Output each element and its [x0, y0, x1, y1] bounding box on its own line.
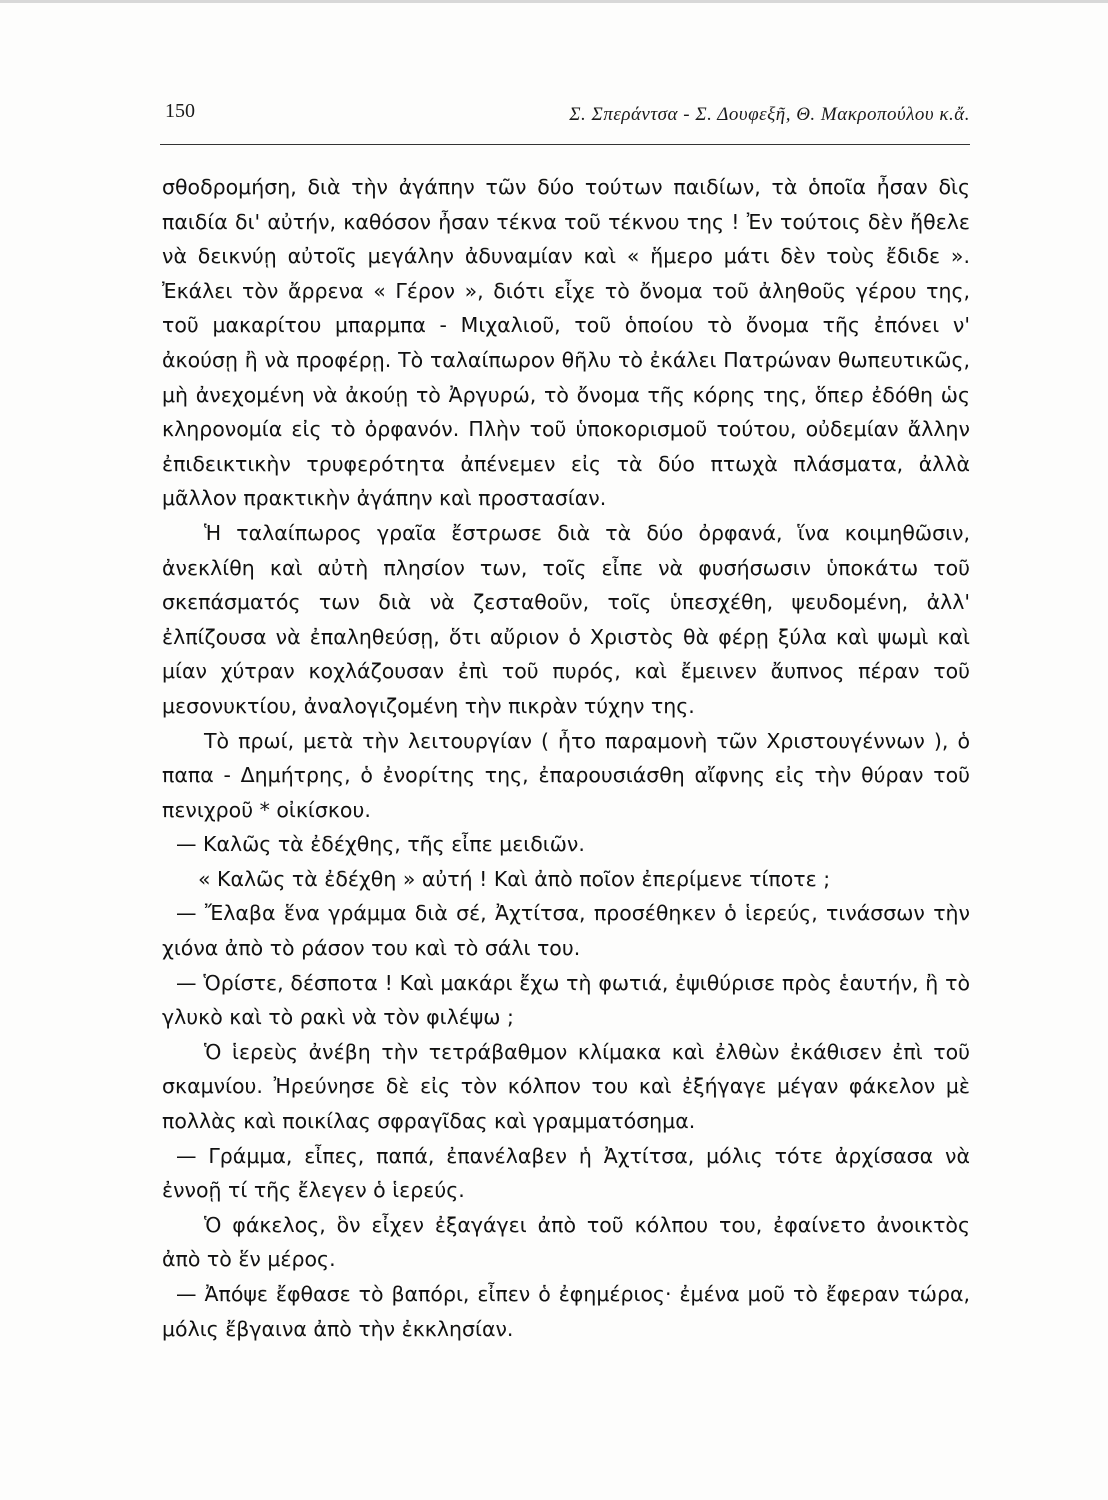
paragraph: Ὁ φάκελος, ὃν εἶχεν ἐξαγάγει ἀπὸ τοῦ κόλπου του, ἐφαίνετο ἀνοικτὸς ἀπὸ τὸ ἕν μέρος. — [162, 1212, 970, 1272]
dialogue-line: — Ἀπόψε ἔφθασε τὸ βαπόρι, εἶπεν ὁ ἐφημέριος· ἐμένα μοῦ τὸ ἔφεραν τώρα, μόλις ἔβγαινα ἀπὸ τὴν ἐκκλησίαν. — [162, 1282, 970, 1341]
paragraph: Ὁ ἱερεὺς ἀνέβη τὴν τετράβαθμον κλίμακα καὶ ἐλθὼν ἐκάθισεν ἐπὶ τοῦ σκαμνίου. Ἠρεύνησε δὲ εἰς τὸν κόλπον του καὶ ἐξήγαγε μέγαν φάκελον μὲ πολλὰς καὶ ποικίλας σφραγῖδας καὶ γραμματόσημα. — [162, 1039, 970, 1134]
dialogue-line: — Ὁρίστε, δέσποτα ! Καὶ μακάρι ἔχω τὴ φωτιά, ἐψιθύρισε πρὸς ἑαυτήν, ἢ τὸ γλυκὸ καὶ τὸ ρακὶ νὰ τὸν φιλέψω ; — [162, 970, 970, 1030]
scan-edge — [0, 0, 1108, 3]
dialogue-line: — Γράμμα, εἶπες, παπά, ἐπανέλαβεν ἡ Ἀχτίτσα, μόλις τότε ἀρχίσασα νὰ ἐννοῇ τί τῆς ἔλεγεν ὁ ἱερεύς. — [162, 1143, 970, 1203]
page-number: 150 — [165, 100, 195, 122]
dialogue-line: — Καλῶς τὰ ἐδέχθης, τῆς εἶπε μειδιῶν. — [176, 832, 585, 857]
dialogue-line: — Ἔλαβα ἕνα γράμμα διὰ σέ, Ἀχτίτσα, προσέθηκεν ὁ ἱερεύς, τινάσσων τὴν χιόνα ἀπὸ τὸ ράσον του καὶ τὸ σάλι του. — [162, 901, 970, 961]
page-header — [160, 100, 970, 140]
paragraph: σθοδρομήση, διὰ τὴν ἀγάπην τῶν δύο τούτων παιδίων, τὰ ὁποῖα ἦσαν δὶς παιδία δι' αὐτήν, καθόσον ἦσαν τέκνα τοῦ τέκνου της ! Ἐν τούτοις δὲν ἤθελε νὰ δεικνύῃ αὐτοῖς μεγάλην ἀδυναμίαν καὶ « ἥμερο μάτι δὲν τοὺς ἔδιδε ». Ἐκάλει τὸν ἄρρενα « Γέρον », διότι εἶχε τὸ ὄνομα τοῦ ἀληθοῦς γέρου της, τοῦ μακαρίτου μπαρμπα - Μιχαλιοῦ, τοῦ ὁποίου τὸ ὄνομα τῆς ἐπόνει ν' ἀκούσῃ ἢ νὰ προφέρῃ. Τὸ ταλαίπωρον θῆλυ τὸ ἐκάλει Πατρώναν θωπευτικῶς, μὴ ἀνεχομένη νὰ ἀκούῃ τὸ Ἀργυρώ, τὸ ὄνομα τῆς κόρης της, ὅπερ ἐδόθη ὡς κληρονομία εἰς τὸ ὀρφανόν. Πλὴν τοῦ ὑποκορισμοῦ τούτου, οὐδεμίαν ἄλλην ἐπιδεικτικὴν τρυφερότητα ἀπένεμεν εἰς τὰ δύο πτωχὰ πλάσματα, ἀλλὰ μᾶλλον πρακτικὴν ἀγάπην καὶ προστασίαν. — [162, 175, 970, 511]
paragraph: « Καλῶς τὰ ἐδέχθη » αὐτή ! Καὶ ἀπὸ ποῖον ἐπερίμενε τίποτε ; — [198, 866, 831, 891]
paragraph: Ἡ ταλαίπωρος γραῖα ἔστρωσε διὰ τὰ δύο ὀρφανά, ἵνα κοιμηθῶσιν, ἀνεκλίθη καὶ αὐτὴ πλησίον των, τοῖς εἶπε νὰ φυσήσωσιν ὑποκάτω τοῦ σκεπάσματός των διὰ νὰ ζεσταθοῦν, τοῖς ὑπεσχέθη, ψευδομένη, ἀλλ' ἐλπίζουσα νὰ ἐπαληθεύσῃ, ὅτι αὔριον ὁ Χριστὸς θὰ φέρῃ ξύλα καὶ ψωμὶ καὶ μίαν χύτραν κοχλάζουσαν ἐπὶ τοῦ πυρός, καὶ ἔμεινεν ἄυπνος πέραν τοῦ μεσονυκτίου, ἀναλογιζομένη τὴν πικρὰν τύχην της. — [162, 520, 970, 718]
paragraph: Τὸ πρωί, μετὰ τὴν λειτουργίαν ( ἦτο παραμονὴ τῶν Χριστουγέννων ), ὁ παπα - Δημήτρης, ὁ ἐνορίτης της, ἐπαρουσιάσθη αἴφνης εἰς τὴν θύραν τοῦ πενιχροῦ * οἰκίσκου. — [162, 728, 970, 822]
body-text — [162, 170, 970, 1346]
running-head: Σ. Σπεράντσα - Σ. Δουφεξῆ, Θ. Μακροπούλου κ.ἄ. — [569, 104, 970, 125]
header-rule — [160, 144, 970, 145]
